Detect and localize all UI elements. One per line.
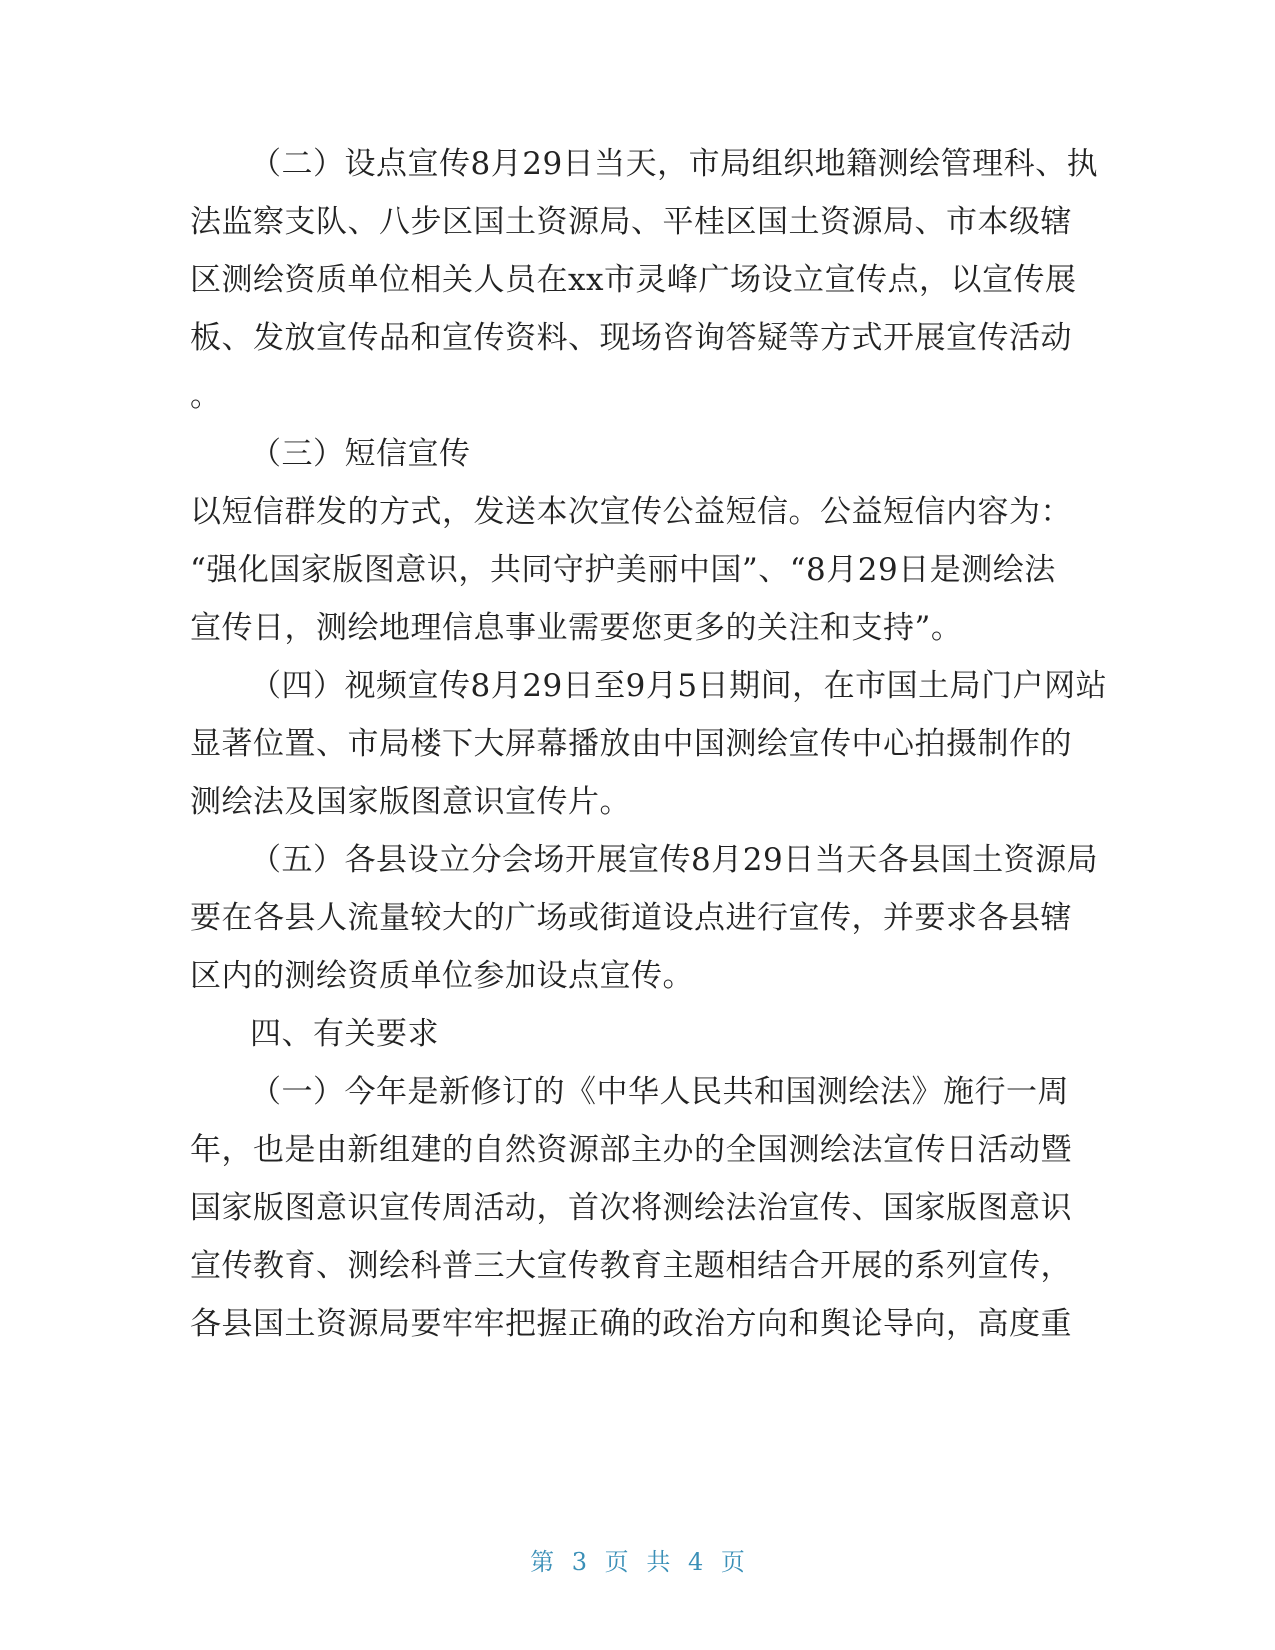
footer-middle-2: 共 (646, 1548, 671, 1576)
text-line: 显著位置、市局楼下大屏幕播放由中国测绘宣传中心拍摄制作的 (190, 726, 1072, 762)
text-line: 宣传日，测绘地理信息事业需要您更多的关注和支持”。 (190, 610, 963, 646)
text-line: （五）各县设立分会场开展宣传8月29日当天各县国土资源局 (250, 842, 1099, 878)
text-line: 法监察支队、八步区国土资源局、平桂区国土资源局、市本级辖 (190, 204, 1072, 240)
text-line: 要在各县人流量较大的广场或街道设点进行宣传，并要求各县辖 (190, 900, 1072, 936)
text-line: 测绘法及国家版图意识宣传片。 (190, 784, 631, 820)
footer-total-pages: 4 (687, 1548, 704, 1576)
section-heading: （三）短信宣传 (250, 436, 471, 472)
footer-prefix: 第 (530, 1548, 555, 1576)
page-footer (0, 1542, 1275, 1577)
text-line: 。 (190, 378, 222, 414)
text-line: （二）设点宣传8月29日当天，市局组织地籍测绘管理科、执 (250, 146, 1099, 182)
text-line: 以短信群发的方式，发送本次宣传公益短信。公益短信内容为： (190, 494, 1072, 530)
text-line: 区内的测绘资质单位参加设点宣传。 (190, 958, 694, 994)
text-line: 宣传教育、测绘科普三大宣传教育主题相结合开展的系列宣传， (190, 1248, 1072, 1284)
footer-middle-1: 页 (604, 1548, 629, 1576)
text-line: 各县国土资源局要牢牢把握正确的政治方向和舆论导向，高度重 (190, 1306, 1072, 1342)
text-line: 国家版图意识宣传周活动，首次将测绘法治宣传、国家版图意识 (190, 1190, 1072, 1226)
footer-page-number: 3 (571, 1548, 588, 1576)
text-line: 年，也是由新组建的自然资源部主办的全国测绘法宣传日活动暨 (190, 1132, 1072, 1168)
text-line: 区测绘资质单位相关人员在xx市灵峰广场设立宣传点，以宣传展 (190, 262, 1077, 298)
text-line: “强化国家版图意识，共同守护美丽中国”、“8月29日是测绘法 (190, 552, 1056, 588)
text-line: 板、发放宣传品和宣传资料、现场咨询答疑等方式开展宣传活动 (190, 320, 1072, 356)
footer-suffix: 页 (720, 1548, 745, 1576)
text-line: （四）视频宣传8月29日至9月5日期间，在市国土局门户网站 (250, 668, 1108, 704)
section-heading: 四、有关要求 (250, 1016, 439, 1052)
text-line: （一）今年是新修订的《中华人民共和国测绘法》施行一周 (250, 1074, 1069, 1110)
